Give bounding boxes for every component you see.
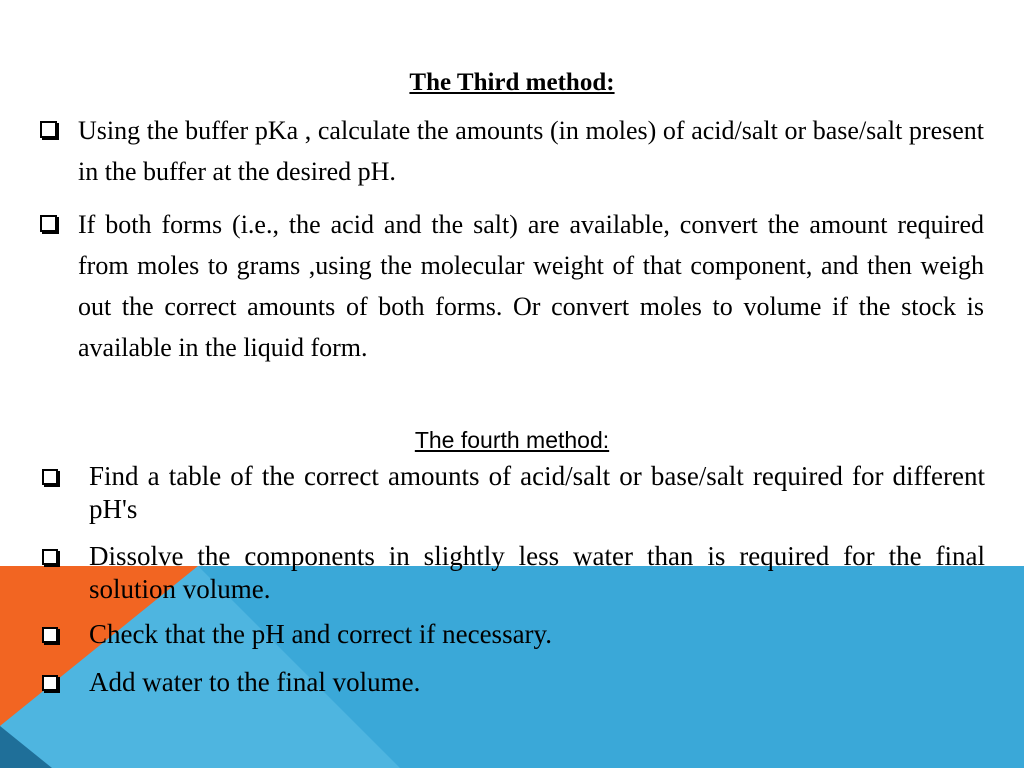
list-item bbox=[42, 618, 986, 651]
third-method-heading: The Third method: bbox=[409, 69, 615, 96]
bullet-text: Check that the pH and correct if necessary. bbox=[89, 619, 553, 649]
bullet-text: Dissolve the components in slightly less water than is required for the final solution volume. bbox=[89, 541, 985, 604]
checkbox-bullet-icon bbox=[42, 469, 58, 485]
list-item bbox=[42, 540, 986, 606]
bullet-text: Find a table of the correct amounts of acid/salt or base/salt required for different pH's bbox=[89, 461, 985, 524]
list-item bbox=[40, 204, 986, 368]
checkbox-bullet-icon bbox=[40, 121, 57, 138]
list-item bbox=[42, 460, 986, 526]
list-item bbox=[42, 666, 986, 699]
checkbox-bullet-icon bbox=[42, 627, 58, 643]
checkbox-bullet-icon bbox=[42, 549, 58, 565]
bullet-text: If both forms (i.e., the acid and the salt) are available, convert the amount required from moles to grams ,using the molecular weight of that component, and then weigh out the correct amounts of both forms. Or convert moles to volume if the stock is available in the liquid form. bbox=[78, 210, 984, 362]
list-item bbox=[40, 110, 986, 192]
checkbox-bullet-icon bbox=[40, 215, 57, 232]
fourth-method-heading: The fourth method: bbox=[414, 427, 610, 453]
bullet-text: Using the buffer pKa , calculate the amounts (in moles) of acid/salt or base/salt present in the buffer at the desired pH. bbox=[78, 116, 984, 186]
bullet-text: Add water to the final volume. bbox=[89, 667, 421, 697]
checkbox-bullet-icon bbox=[42, 675, 58, 691]
